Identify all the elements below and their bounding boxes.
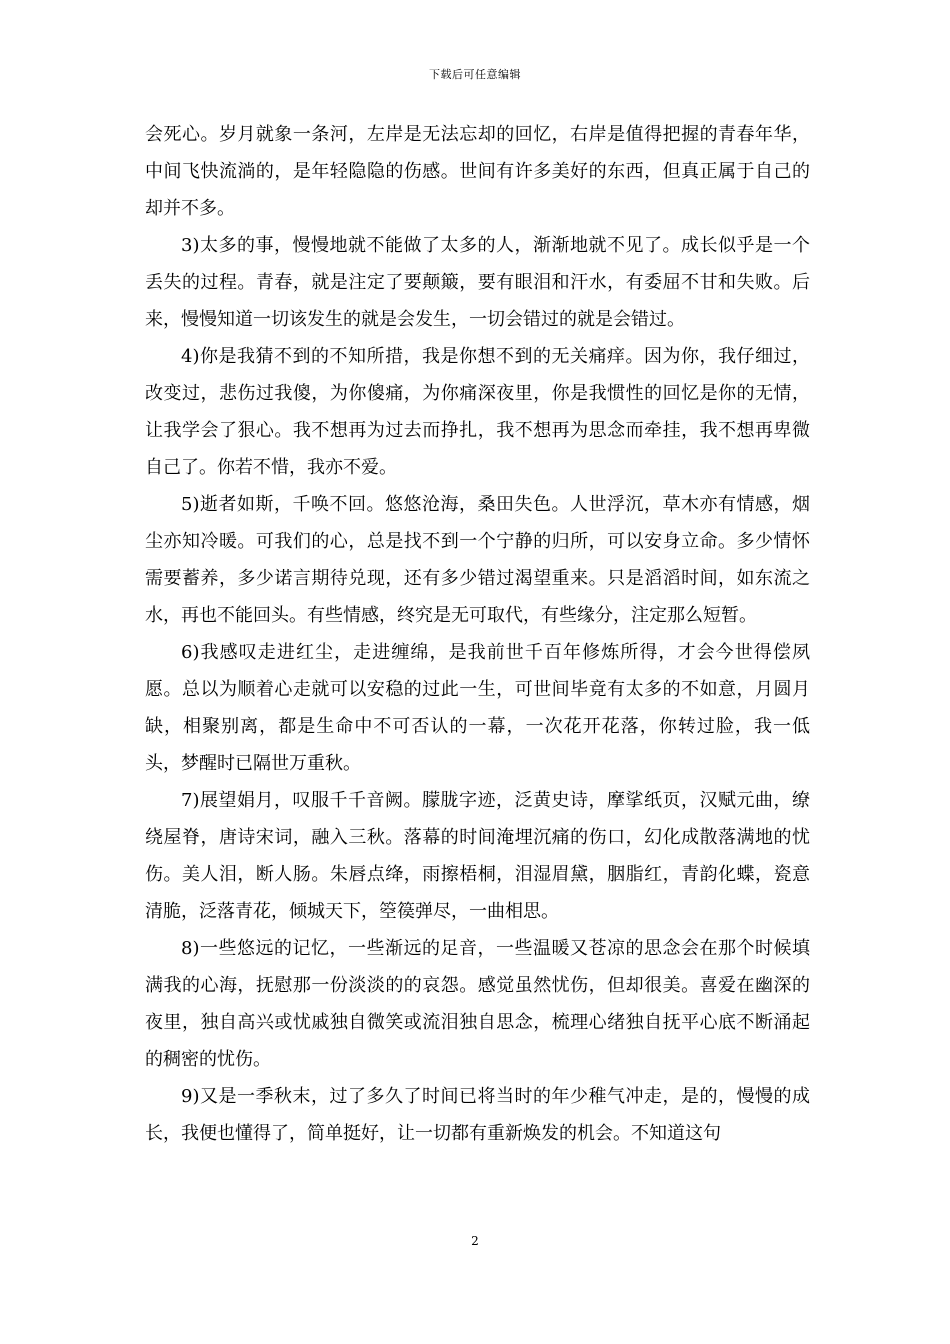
header-note: 下载后可任意编辑 — [429, 68, 521, 81]
body-text — [145, 116, 810, 1152]
paragraph: 会死心。岁月就象一条河，左岸是无法忘却的回忆，右岸是值得把握的青春年华，中间飞快流淌的，是年轻隐隐的伤感。世间有许多美好的东西，但真正属于自己的却并不多。 — [145, 124, 810, 219]
paragraph: 6)我感叹走进红尘，走进缠绵，是我前世千百年修炼所得，才会今世得偿夙愿。总以为顺着心走就可以安稳的过此一生，可世间毕竟有太多的不如意，月圆月缺，相聚别离，都是生命中不可否认的一幕，一次花开花落，你转过脸，我一低头，梦醒时已隔世万重秋。 — [145, 642, 810, 774]
paragraph: 8)一些悠远的记忆，一些渐远的足音，一些温暖又苍凉的思念会在那个时候填满我的心海，抚慰那一份淡淡的的哀怨。感觉虽然忧伤，但却很美。喜爱在幽深的夜里，独自高兴或忧戚独自微笑或流泪独自思念，梳理心绪独自抚平心底不断涌起的稠密的忧伤。 — [145, 938, 810, 1070]
paragraph: 3)太多的事，慢慢地就不能做了太多的人，渐渐地就不见了。成长似乎是一个丢失的过程。青春，就是注定了要颠簸，要有眼泪和汗水，有委屈不甘和失败。后来，慢慢知道一切该发生的就是会发生，一切会错过的就是会错过。 — [145, 235, 810, 330]
paragraph: 7)展望娟月，叹服千千音阙。朦胧字迹，泛黄史诗，摩挲纸页，汉赋元曲，缭绕屋脊，唐诗宋词，融入三秋。落幕的时间淹埋沉痛的伤口，幻化成散落满地的忧伤。美人泪，断人肠。朱唇点绛，雨擦梧桐，泪湿眉黛，胭脂红，青韵化蝶，瓷意清脆，泛落青花，倾城天下，箜篌弹尽，一曲相思。 — [145, 790, 810, 922]
paragraph: 5)逝者如斯，千唤不回。悠悠沧海，桑田失色。人世浮沉，草木亦有情感，烟尘亦知冷暖。可我们的心，总是找不到一个宁静的归所，可以安身立命。多少情怀需要蓄养，多少诺言期待兑现，还有多少错过渴望重来。只是滔滔时间，如东流之水，再也不能回头。有些情感，终究是无可取代，有些缘分，注定那么短暂。 — [145, 494, 810, 626]
page-number: 2 — [471, 1234, 479, 1248]
paragraph: 4)你是我猜不到的不知所措，我是你想不到的无关痛痒。因为你，我仔细过，改变过，悲伤过我傻，为你傻痛，为你痛深夜里，你是我惯性的回忆是你的无情，让我学会了狠心。我不想再为过去而挣扎，我不想再为思念而牵挂，我不想再卑微自己了。你若不惜，我亦不爱。 — [145, 346, 810, 478]
paragraph: 9)又是一季秋末，过了多久了时间已将当时的年少稚气冲走，是的，慢慢的成长，我便也懂得了，简单挺好，让一切都有重新焕发的机会。不知道这句 — [145, 1086, 810, 1144]
